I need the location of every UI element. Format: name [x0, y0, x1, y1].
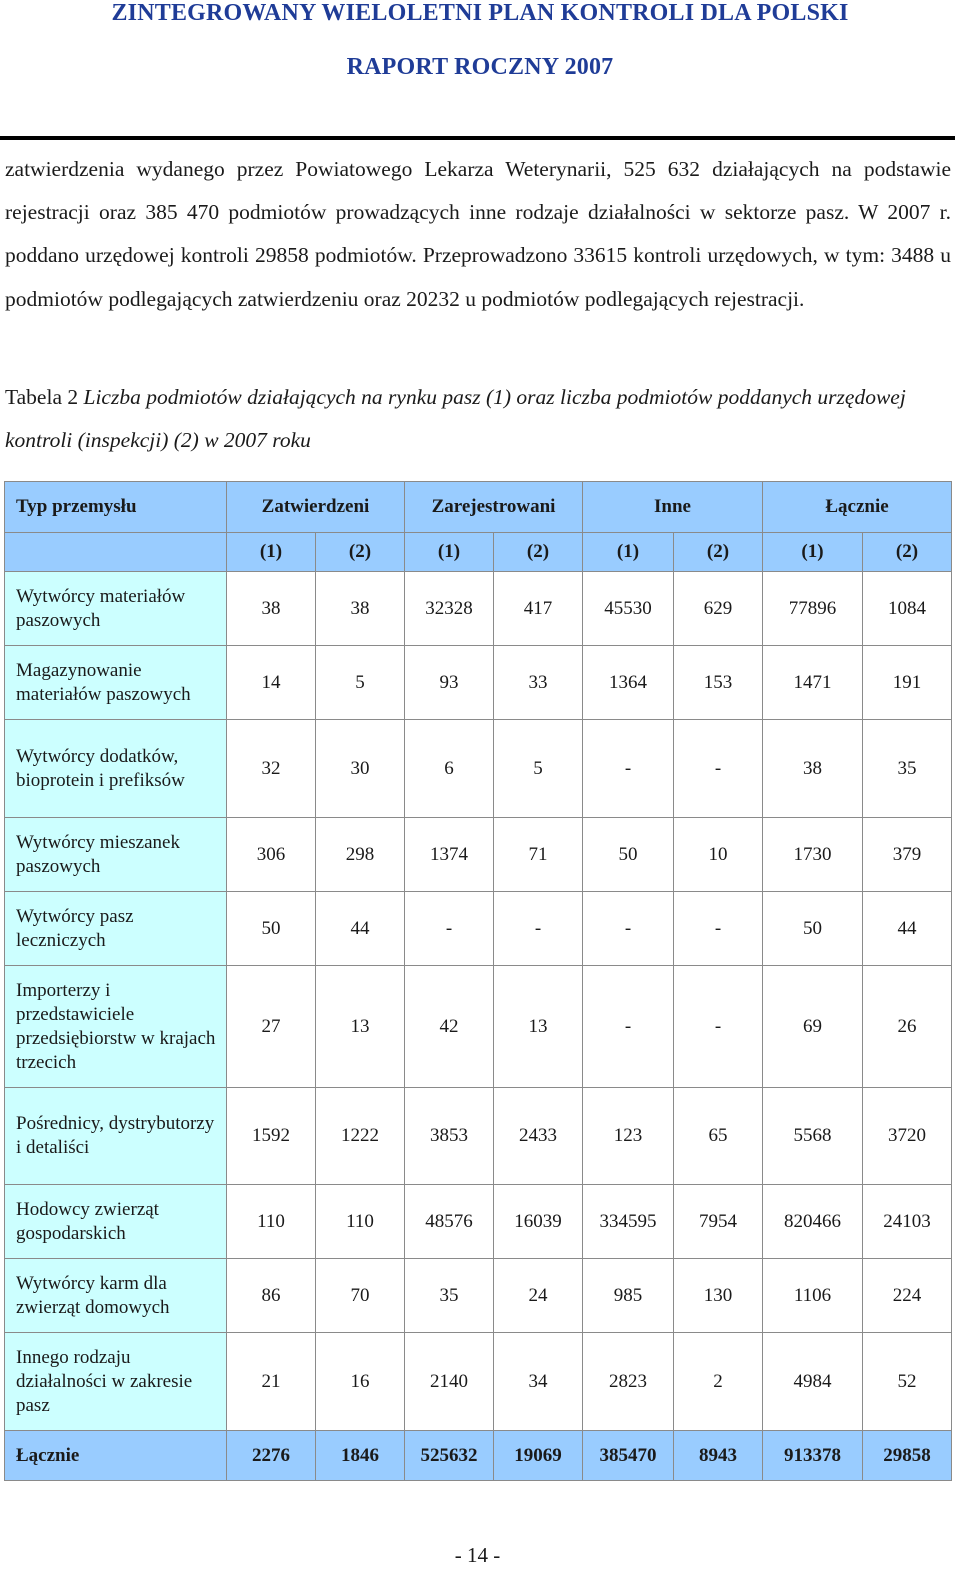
table-row	[5, 892, 952, 966]
row-label: Wytwórcy materiałów paszowych	[5, 572, 227, 646]
table-cell: 2140	[405, 1333, 494, 1431]
total-cell: 29858	[863, 1431, 952, 1481]
table-cell: 4984	[763, 1333, 863, 1431]
table-cell: 224	[863, 1259, 952, 1333]
caption-title: Liczba podmiotów działających na rynku pasz (1) oraz liczba podmiotów poddanych urzędowej kontroli (inspekcji) (2) w 2007 roku	[5, 385, 906, 453]
row-label: Wytwórcy dodatków, bioprotein i prefiksów	[5, 720, 227, 818]
report-title: ZINTEGROWANY WIELOLETNI PLAN KONTROLI DLA POLSKI	[111, 0, 849, 26]
table-cell: 16039	[494, 1185, 583, 1259]
subheader-cell: (2)	[863, 533, 952, 572]
row-label: Pośrednicy, dystrybutorzy i detaliści	[5, 1088, 227, 1185]
header-group: Zatwierdzeni	[227, 482, 405, 533]
table-cell: 24103	[863, 1185, 952, 1259]
total-cell: 913378	[763, 1431, 863, 1481]
table-cell: 27	[227, 966, 316, 1088]
table-cell: 44	[863, 892, 952, 966]
table-cell: 38	[227, 572, 316, 646]
table-cell: -	[674, 892, 763, 966]
total-cell: 8943	[674, 1431, 763, 1481]
table-cell: 26	[863, 966, 952, 1088]
table-cell: -	[674, 966, 763, 1088]
row-label: Innego rodzaju działalności w zakresie pasz	[5, 1333, 227, 1431]
table-cell: 71	[494, 818, 583, 892]
table-cell: 417	[494, 572, 583, 646]
total-cell: 2276	[227, 1431, 316, 1481]
subheader-cell: (2)	[494, 533, 583, 572]
table-cell: 38	[316, 572, 405, 646]
subheader-cell: (2)	[316, 533, 405, 572]
table-cell: 5568	[763, 1088, 863, 1185]
subheader-cell: (2)	[674, 533, 763, 572]
table-cell: -	[494, 892, 583, 966]
table-cell: 3720	[863, 1088, 952, 1185]
table-cell: -	[405, 892, 494, 966]
table-cell: 820466	[763, 1185, 863, 1259]
header-type: Typ przemysłu	[5, 482, 227, 533]
table-cell: 69	[763, 966, 863, 1088]
table-cell: 32	[227, 720, 316, 818]
caption-prefix: Tabela 2	[5, 385, 84, 409]
header-rule	[0, 136, 955, 140]
table-cell: 298	[316, 818, 405, 892]
table-cell: 629	[674, 572, 763, 646]
table-cell: 1084	[863, 572, 952, 646]
table-cell: 50	[583, 818, 674, 892]
table-subheader-row	[5, 533, 952, 572]
table-cell: 32328	[405, 572, 494, 646]
table-cell: 1374	[405, 818, 494, 892]
table-cell: 130	[674, 1259, 763, 1333]
table-row	[5, 646, 952, 720]
table-cell: 5	[316, 646, 405, 720]
row-label: Magazynowanie materiałów paszowych	[5, 646, 227, 720]
subheader-empty	[5, 533, 227, 572]
table-cell: 33	[494, 646, 583, 720]
header-group: Łącznie	[763, 482, 952, 533]
table-cell: 30	[316, 720, 405, 818]
table-cell: 48576	[405, 1185, 494, 1259]
table-cell: 110	[227, 1185, 316, 1259]
table-cell: 1106	[763, 1259, 863, 1333]
table-row	[5, 572, 952, 646]
table-cell: 6	[405, 720, 494, 818]
total-label: Łącznie	[5, 1431, 227, 1481]
table-cell: 191	[863, 646, 952, 720]
subheader-cell: (1)	[763, 533, 863, 572]
table-cell: 14	[227, 646, 316, 720]
subheader-cell: (1)	[227, 533, 316, 572]
table-cell: 45530	[583, 572, 674, 646]
total-cell: 525632	[405, 1431, 494, 1481]
table-cell: 1471	[763, 646, 863, 720]
table-row	[5, 1259, 952, 1333]
table-cell: 38	[763, 720, 863, 818]
report-subtitle: RAPORT ROCZNY 2007	[346, 54, 614, 80]
row-label: Wytwórcy pasz leczniczych	[5, 892, 227, 966]
table-cell: 5	[494, 720, 583, 818]
table-header-row	[5, 482, 952, 533]
table-cell: 306	[227, 818, 316, 892]
row-label: Wytwórcy karm dla zwierząt domowych	[5, 1259, 227, 1333]
table-cell: 65	[674, 1088, 763, 1185]
table-cell: 110	[316, 1185, 405, 1259]
feed-operators-table	[4, 481, 952, 1481]
table-cell: -	[674, 720, 763, 818]
body-paragraph: zatwierdzenia wydanego przez Powiatowego Lekarza Weterynarii, 525 632 działających na podstawie rejestracji oraz 385 470 podmiotów prowadzących inne rodzaje działalności w sektorze pasz. W 2007 r. poddano urzędowej kontroli 29858 podmiotów. Przeprowadzono 33615 kontroli urzędowych, w tym: 3488 u podmiotów podlegających zatwierdzeniu oraz 20232 u podmiotów podlegających rejestracji.	[5, 157, 951, 311]
subheader-cell: (1)	[583, 533, 674, 572]
table-row	[5, 966, 952, 1088]
total-row	[5, 1431, 952, 1481]
table-cell: 52	[863, 1333, 952, 1431]
table-cell: 21	[227, 1333, 316, 1431]
table-cell: 2823	[583, 1333, 674, 1431]
table-cell: -	[583, 720, 674, 818]
page-number: - 14 -	[454, 1543, 501, 1567]
table-cell: 1222	[316, 1088, 405, 1185]
subheader-cell: (1)	[405, 533, 494, 572]
table-cell: 50	[763, 892, 863, 966]
table-cell: -	[583, 892, 674, 966]
row-label: Wytwórcy mieszanek paszowych	[5, 818, 227, 892]
table-cell: 379	[863, 818, 952, 892]
table-cell: 34	[494, 1333, 583, 1431]
table-row	[5, 720, 952, 818]
table-cell: -	[583, 966, 674, 1088]
table-cell: 10	[674, 818, 763, 892]
table-cell: 35	[863, 720, 952, 818]
total-cell: 1846	[316, 1431, 405, 1481]
table-cell: 44	[316, 892, 405, 966]
table-cell: 2433	[494, 1088, 583, 1185]
row-label: Importerzy i przedstawiciele przedsiębiorstw w krajach trzecich	[5, 966, 227, 1088]
table-caption	[5, 376, 951, 462]
table-cell: 13	[316, 966, 405, 1088]
table-cell: 2	[674, 1333, 763, 1431]
table-cell: 77896	[763, 572, 863, 646]
table-cell: 1592	[227, 1088, 316, 1185]
table-cell: 123	[583, 1088, 674, 1185]
table-row	[5, 1185, 952, 1259]
table-cell: 93	[405, 646, 494, 720]
table-cell: 153	[674, 646, 763, 720]
row-label: Hodowcy zwierząt gospodarskich	[5, 1185, 227, 1259]
table-cell: 1730	[763, 818, 863, 892]
table-cell: 70	[316, 1259, 405, 1333]
table-cell: 3853	[405, 1088, 494, 1185]
table-cell: 50	[227, 892, 316, 966]
table-cell: 35	[405, 1259, 494, 1333]
table-cell: 7954	[674, 1185, 763, 1259]
table-row	[5, 818, 952, 892]
table-cell: 16	[316, 1333, 405, 1431]
header-group: Inne	[583, 482, 763, 533]
table-cell: 334595	[583, 1185, 674, 1259]
table-cell: 42	[405, 966, 494, 1088]
table-row	[5, 1088, 952, 1185]
total-cell: 385470	[583, 1431, 674, 1481]
table-cell: 985	[583, 1259, 674, 1333]
header-group: Zarejestrowani	[405, 482, 583, 533]
table-cell: 86	[227, 1259, 316, 1333]
total-cell: 19069	[494, 1431, 583, 1481]
table-cell: 13	[494, 966, 583, 1088]
table-cell: 24	[494, 1259, 583, 1333]
table-cell: 1364	[583, 646, 674, 720]
table-row	[5, 1333, 952, 1431]
